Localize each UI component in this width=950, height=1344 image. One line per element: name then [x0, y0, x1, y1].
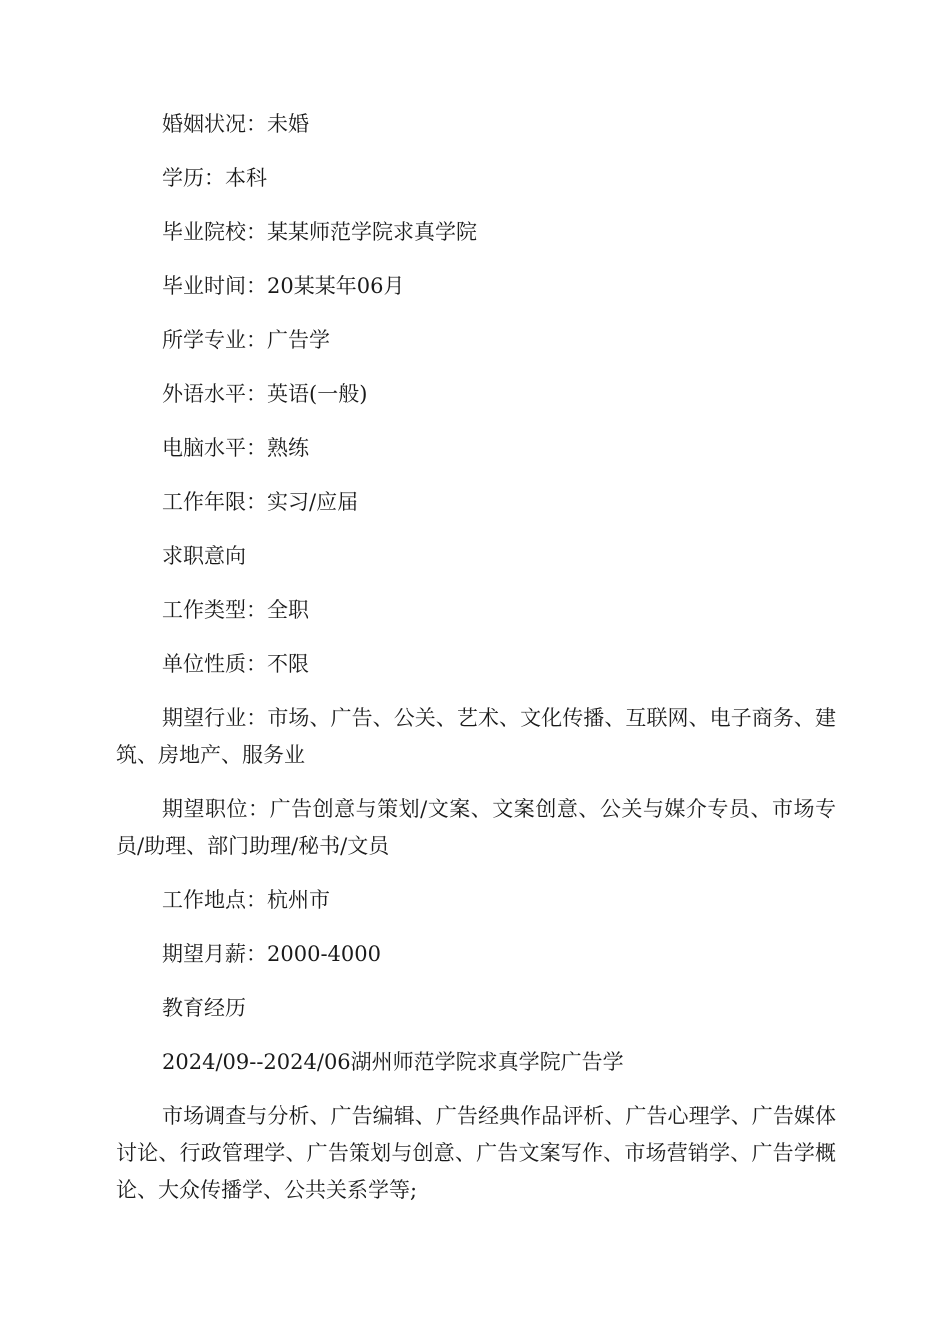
desired-industry-line: 期望行业：市场、广告、公关、艺术、文化传播、互联网、电子商务、建筑、房地产、服务业	[116, 706, 836, 767]
desired-position-line: 期望职位：广告创意与策划/文案、文案创意、公关与媒介专员、市场专员/助理、部门助理/秘书/文员	[116, 797, 836, 858]
courses-paragraph: 市场调查与分析、广告编辑、广告经典作品评析、广告心理学、广告媒体讨论、行政管理学、广告策划与创意、广告文案写作、市场营销学、广告学概论、大众传播学、公共关系学等;	[116, 1104, 836, 1202]
computer-skill-line: 电脑水平：熟练	[162, 436, 309, 460]
expected-salary-line: 期望月薪：2000-4000	[162, 942, 381, 966]
foreign-language-line: 外语水平：英语(一般)	[162, 382, 368, 406]
company-nature-line: 单位性质：不限	[162, 652, 309, 676]
work-years-line: 工作年限：实习/应届	[162, 490, 359, 514]
education-entry-line: 2024/09--2024/06湖州师范学院求真学院广告学	[162, 1050, 624, 1074]
job-intention-heading: 求职意向	[162, 544, 246, 568]
work-location-line: 工作地点：杭州市	[162, 888, 330, 912]
graduation-date-line: 毕业时间：20某某年06月	[162, 274, 405, 298]
job-type-line: 工作类型：全职	[162, 598, 309, 622]
document-body	[116, 106, 836, 1226]
graduate-school-line: 毕业院校：某某师范学院求真学院	[162, 220, 477, 244]
major-line: 所学专业：广告学	[162, 328, 330, 352]
marital-status-line: 婚姻状况：未婚	[162, 112, 309, 136]
education-history-heading: 教育经历	[162, 996, 246, 1020]
education-level-line: 学历：本科	[162, 166, 267, 190]
